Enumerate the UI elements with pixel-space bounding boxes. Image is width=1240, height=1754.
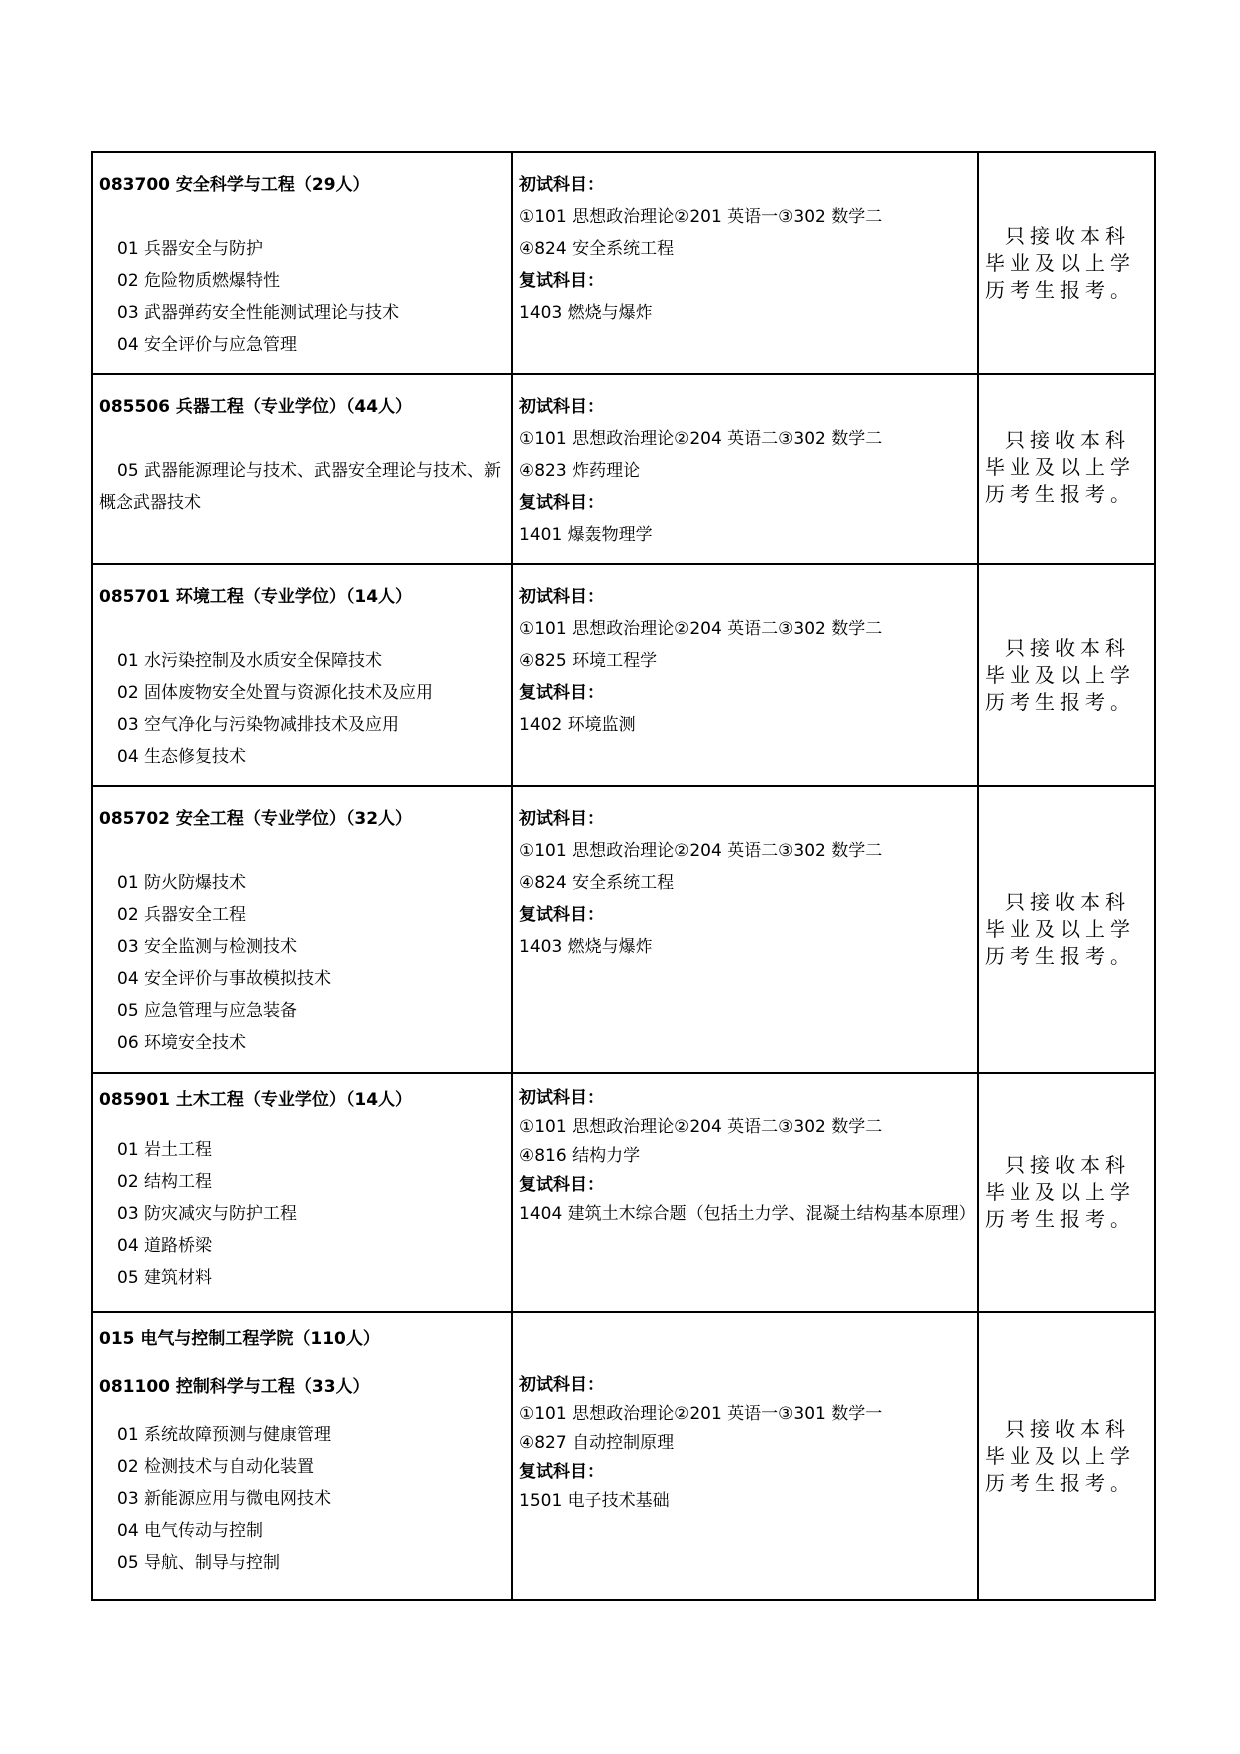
retest-label: 复试科目：: [519, 493, 604, 513]
research-direction: 03 空气净化与污染物减排技术及应用: [117, 715, 400, 735]
major-title: 085702 安全工程（专业学位）（32人）: [99, 809, 413, 829]
research-direction: 05 建筑材料: [117, 1268, 213, 1288]
retest-subject: 1501 电子技术基础: [519, 1491, 670, 1511]
exam-cell: [512, 1073, 978, 1312]
research-direction: 03 安全监测与检测技术: [117, 937, 298, 957]
research-direction: 01 兵器安全与防护: [117, 239, 264, 259]
retest-label: 复试科目：: [519, 271, 604, 291]
prelim-subjects: ④824 安全系统工程: [519, 873, 675, 893]
research-direction: 02 固体废物安全处置与资源化技术及应用: [117, 683, 434, 703]
prelim-subjects: ①101 思想政治理论②204 英语二③302 数学二: [519, 619, 883, 639]
retest-label: 复试科目：: [519, 905, 604, 925]
exam-cell: [512, 1312, 978, 1600]
research-direction: 01 水污染控制及水质安全保障技术: [117, 651, 383, 671]
note-cell: [978, 564, 1155, 786]
prelim-subjects: ①101 思想政治理论②204 英语二③302 数学二: [519, 1117, 883, 1137]
school-title: 015 电气与控制工程学院（110人）: [99, 1329, 380, 1349]
major-title: 085901 土木工程（专业学位）（14人）: [99, 1090, 413, 1110]
admissions-table: [91, 151, 1156, 1601]
research-direction: 02 危险物质燃爆特性: [117, 271, 281, 291]
prelim-subjects: ①101 思想政治理论②204 英语二③302 数学二: [519, 429, 883, 449]
retest-subject: 1401 爆轰物理学: [519, 525, 653, 545]
prelim-label: 初试科目：: [519, 1088, 604, 1108]
prelim-label: 初试科目：: [519, 587, 604, 607]
prelim-subjects: ①101 思想政治理论②204 英语二③302 数学二: [519, 841, 883, 861]
major-cell: [92, 564, 512, 786]
major-title: 085701 环境工程（专业学位）（14人）: [99, 587, 413, 607]
research-direction: 02 检测技术与自动化装置: [117, 1457, 315, 1477]
table-row: [92, 1073, 1155, 1312]
research-direction: 03 防灾减灾与防护工程: [117, 1204, 298, 1224]
prelim-subjects: ④823 炸药理论: [519, 461, 641, 481]
prelim-label: 初试科目：: [519, 809, 604, 829]
retest-label: 复试科目：: [519, 683, 604, 703]
research-direction: 04 安全评价与事故模拟技术: [117, 969, 332, 989]
major-title: 085506 兵器工程（专业学位）（44人）: [99, 397, 413, 417]
research-direction: 03 武器弹药安全性能测试理论与技术: [117, 303, 400, 323]
prelim-subjects: ①101 思想政治理论②201 英语一③302 数学二: [519, 207, 883, 227]
prelim-subjects: ④825 环境工程学: [519, 651, 658, 671]
major-title: 083700 安全科学与工程（29人）: [99, 175, 370, 195]
eligibility-note: 只接收本科毕业及以上学历考生报考。: [985, 635, 1135, 714]
eligibility-note: 只接收本科毕业及以上学历考生报考。: [985, 1416, 1135, 1495]
table-row: [92, 564, 1155, 786]
research-direction: 01 防火防爆技术: [117, 873, 247, 893]
retest-label: 复试科目：: [519, 1175, 604, 1195]
retest-subject: 1402 环境监测: [519, 715, 636, 735]
research-direction: 04 电气传动与控制: [117, 1521, 264, 1541]
table-row: [92, 152, 1155, 374]
note-cell: [978, 1312, 1155, 1600]
prelim-label: 初试科目：: [519, 1375, 604, 1395]
research-direction: 06 环境安全技术: [117, 1033, 247, 1053]
eligibility-note: 只接收本科毕业及以上学历考生报考。: [985, 1153, 1135, 1231]
eligibility-note: 只接收本科毕业及以上学历考生报考。: [985, 890, 1135, 968]
prelim-label: 初试科目：: [519, 175, 604, 195]
exam-cell: [512, 564, 978, 786]
exam-cell: [512, 786, 978, 1073]
retest-subject: 1404 建筑土木综合题（包括土力学、混凝土结构基本原理）: [519, 1204, 976, 1224]
major-title: 081100 控制科学与工程（33人）: [99, 1377, 370, 1397]
prelim-subjects: ①101 思想政治理论②201 英语一③301 数学一: [519, 1404, 883, 1424]
research-direction: 04 安全评价与应急管理: [117, 335, 298, 355]
note-cell: [978, 1073, 1155, 1312]
research-direction: 01 系统故障预测与健康管理: [117, 1425, 332, 1445]
eligibility-note: 只接收本科毕业及以上学历考生报考。: [985, 428, 1135, 506]
major-cell: [92, 1073, 512, 1312]
major-cell: [92, 152, 512, 374]
research-direction: 01 岩土工程: [117, 1140, 213, 1160]
research-direction: 05 应急管理与应急装备: [117, 1001, 298, 1021]
table-row: [92, 786, 1155, 1073]
note-cell: [978, 786, 1155, 1073]
major-cell: [92, 1312, 512, 1600]
exam-cell: [512, 374, 978, 564]
research-direction: 03 新能源应用与微电网技术: [117, 1489, 332, 1509]
eligibility-note: 只接收本科毕业及以上学历考生报考。: [985, 223, 1135, 302]
research-direction: 05 导航、制导与控制: [117, 1553, 281, 1573]
note-cell: [978, 374, 1155, 564]
research-direction: 05 武器能源理论与技术、武器安全理论与技术、新概念武器技术: [99, 461, 502, 513]
major-cell: [92, 786, 512, 1073]
research-direction: 04 生态修复技术: [117, 747, 247, 767]
note-cell: [978, 152, 1155, 374]
retest-label: 复试科目：: [519, 1462, 604, 1482]
prelim-subjects: ④816 结构力学: [519, 1146, 641, 1166]
prelim-label: 初试科目：: [519, 397, 604, 417]
table-row: [92, 374, 1155, 564]
retest-subject: 1403 燃烧与爆炸: [519, 937, 653, 957]
research-direction: 04 道路桥梁: [117, 1236, 213, 1256]
research-direction: 02 兵器安全工程: [117, 905, 247, 925]
major-cell: [92, 374, 512, 564]
prelim-subjects: ④827 自动控制原理: [519, 1433, 675, 1453]
exam-cell: [512, 152, 978, 374]
retest-subject: 1403 燃烧与爆炸: [519, 303, 653, 323]
prelim-subjects: ④824 安全系统工程: [519, 239, 675, 259]
research-direction: 02 结构工程: [117, 1172, 213, 1192]
table-row: [92, 1312, 1155, 1600]
